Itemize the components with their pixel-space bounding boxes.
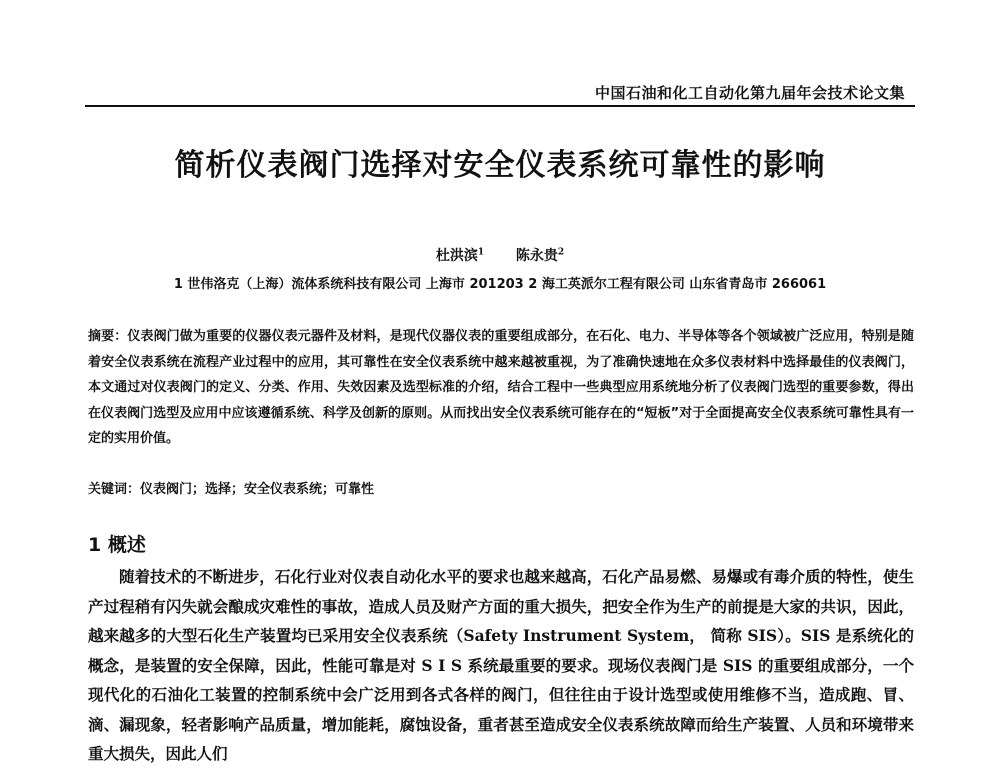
paper-title: 简析仪表阀门选择对安全仪表系统可靠性的影响 (174, 148, 826, 183)
section-heading: 1 概述 (88, 534, 146, 556)
keywords-label: 关键词： (88, 482, 141, 497)
header-rule (85, 105, 915, 107)
author-affil-mark: 1 (477, 247, 485, 258)
affiliations: 1 世伟洛克（上海）流体系统科技有限公司 上海市 201203 2 海工英派尔工程有限公司 山东省青岛市 266061 (173, 277, 827, 292)
abstract-text: 仪表阀门做为重要的仪器仪表元器件及材料，是现代仪器仪表的重要组成部分，在石化、电力、半导体等各个领域被广泛应用，特别是随着安全仪表系统在流程产业过程中的应用，其可靠性在安全仪表系统中越来越被重视，为了准确快速地在众多仪表材料中选择最佳的仪表阀门，本文通过对仪表阀门的定义、分类、作用、失效因素及选型标准的介绍，结合工程中一些典型应用系统地分析了仪表阀门选型的重要参数，得出在仪表阀门选型及应用中应该遵循系统、科学及创新的原则。从而找出安全仪表系统可能存在的“短板”对于全面提高安全仪表系统可靠性具有一定的实用价值。 (88, 329, 914, 446)
keywords (88, 478, 914, 497)
author-name: 陈永贵 (515, 248, 558, 264)
keywords-text: 仪表阀门；选择；安全仪表系统；可靠性 (140, 482, 375, 497)
author-affil-mark: 2 (557, 247, 565, 258)
author-name: 杜洪滨 (435, 248, 478, 264)
running-header: 中国石油和化工自动化第九届年会技术论文集 (594, 84, 905, 102)
abstract-label: 摘要： (88, 329, 128, 344)
abstract (88, 324, 914, 452)
authors (0, 245, 1000, 265)
body-paragraph: 随着技术的不断进步，石化行业对仪表自动化水平的要求也越来越高，石化产品易燃、易爆或有毒介质的特性，使生产过程稍有闪失就会酿成灾难性的事故，造成人员及财产方面的重大损失，把安全作为生产的前提是大家的共识，因此，越来越多的大型石化生产装置均已采用安全仪表系统（Safety Instrument System， 简称 SIS）。SIS 是系统化的概念，是装置的安全保障，因此，性能可靠是对 S I S 系统最重要的要求。现场仪表阀门是 SIS 的重要组成部分，一个现代化的石油化工装置的控制系统中会广泛用到各式各样的阀门，但往往由于设计选型或使用维修不当，造成跑、冒、滴、漏现象，轻者影响产品质量，增加能耗，腐蚀设备，重者甚至造成安全仪表系统故障而给生产装置、人员和环境带来重大损失，因此人们 (88, 567, 914, 763)
